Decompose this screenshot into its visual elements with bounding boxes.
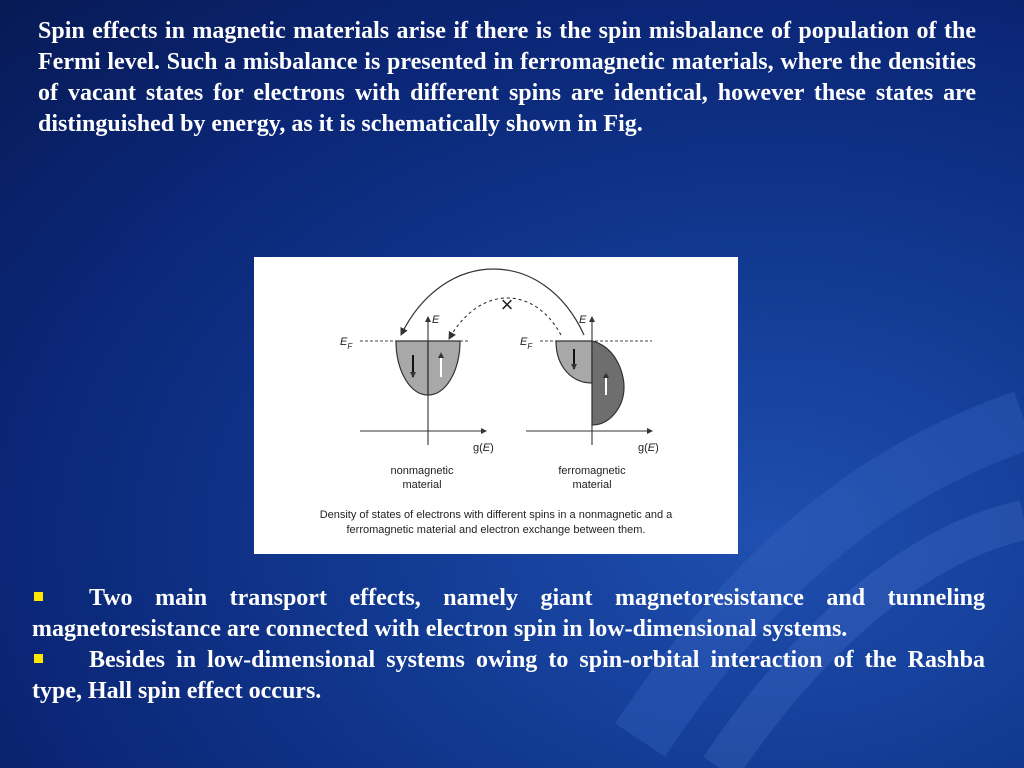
left-panel-nonmagnetic — [340, 314, 494, 491]
left-caption-line1: nonmagnetic — [390, 465, 454, 477]
bullet-text: Besides in low-dimensional systems owing to spin-orbital interaction of the Rashba type, Hall spin effect occurs. — [32, 647, 985, 704]
right-panel-ferromagnetic — [520, 314, 659, 491]
figure-caption-line1: Density of states of electrons with different spins in a nonmagnetic and a — [319, 509, 673, 521]
right-fermi-label: $E_F$ — [520, 336, 533, 351]
dos-diagram — [254, 257, 738, 554]
bullet-square-icon — [34, 592, 43, 601]
figure-caption-line2: ferromagnetic material and electron exchange between them. — [346, 524, 646, 536]
right-energy-label: E — [579, 314, 587, 326]
dos-figure — [254, 257, 738, 554]
left-fermi-label: $E_F$ — [340, 336, 353, 351]
left-spin-up-band — [428, 341, 460, 395]
right-g-axis-label: g(E) — [638, 442, 659, 454]
bullet-item — [32, 645, 985, 707]
intro-paragraph: Spin effects in magnetic materials arise if there is the spin misbalance of population of the Fermi level. Such a misbalance is presented in ferromagnetic materials, where the densities of vacant states for electrons with different spins are identical, however these states are distinguished by energy, as it is schematically shown in Fig. — [38, 18, 976, 137]
right-caption-line1: ferromagnetic — [558, 465, 626, 477]
forbidden-exchange-mark: × — [500, 292, 514, 317]
left-g-axis-label: g(E) — [473, 442, 494, 454]
bullet-item — [32, 583, 985, 645]
left-energy-label: E — [432, 314, 440, 326]
right-caption-line2: material — [572, 479, 612, 491]
left-caption-line2: material — [402, 479, 442, 491]
bullet-text: Two main transport effects, namely giant magnetoresistance and tunneling magnetoresistance are connected with electron spin in low-dimensional systems. — [32, 585, 985, 642]
bullet-list — [32, 583, 985, 707]
bullet-square-icon — [34, 654, 43, 663]
right-spin-up-band — [592, 341, 624, 425]
